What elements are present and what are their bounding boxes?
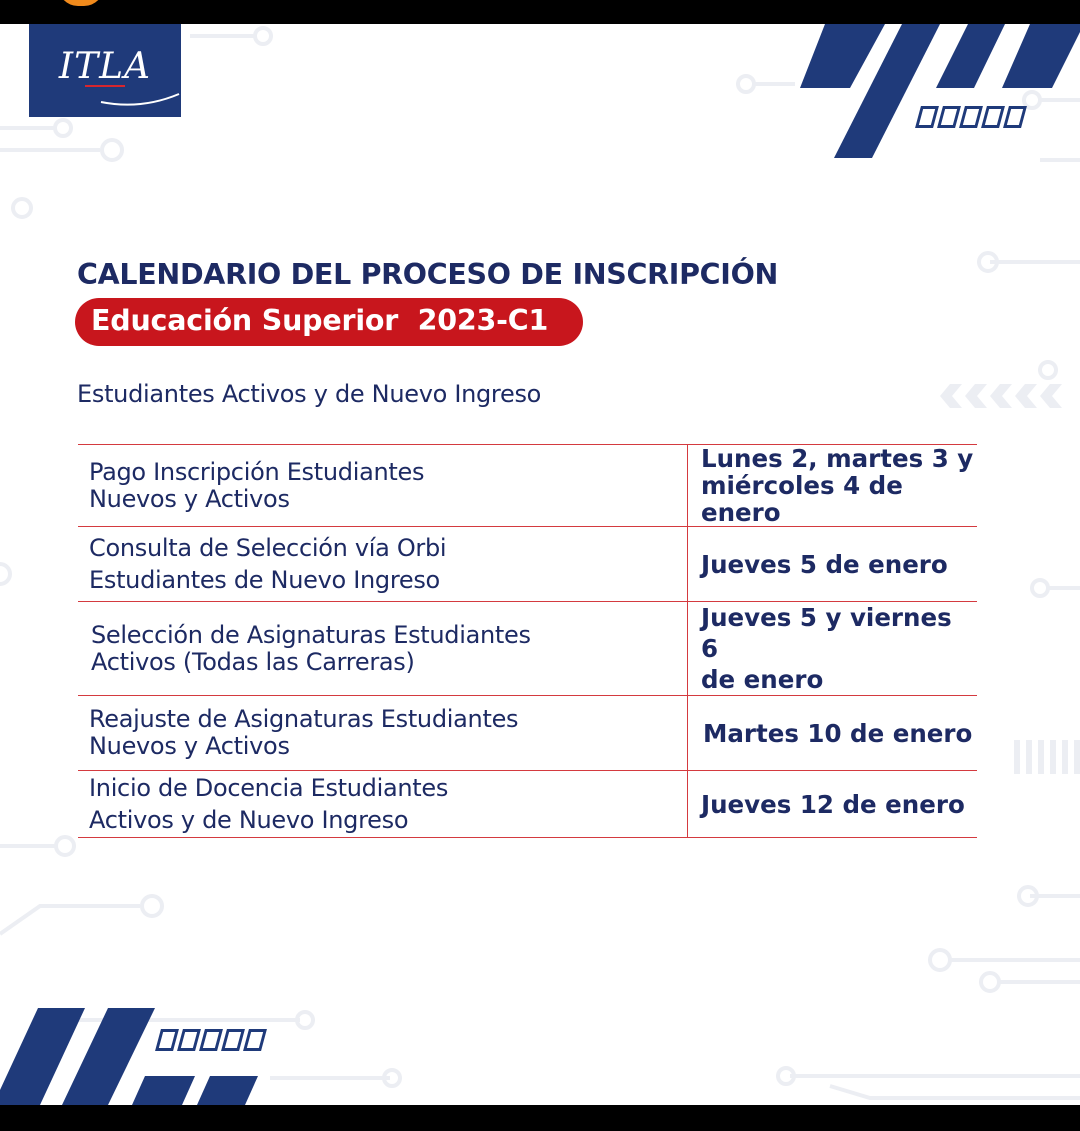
audience-subtitle: Estudiantes Activos y de Nuevo Ingreso (77, 380, 542, 408)
box-shape (177, 1029, 201, 1051)
date-cell (688, 602, 978, 696)
activity-line: Inicio de Docencia Estudiantes (89, 774, 449, 802)
box-shape (981, 106, 1005, 128)
box-shape (243, 1029, 267, 1051)
box-shape (1003, 106, 1027, 128)
table-row (78, 445, 977, 527)
box-shape (221, 1029, 245, 1051)
table-row (78, 696, 977, 771)
activity-line: Activos (Todas las Carreras) (91, 647, 415, 676)
activity-cell (78, 771, 688, 838)
date-line: Martes 10 de enero (703, 718, 973, 748)
bottom-stripes-decoration (0, 1000, 300, 1105)
box-shape (199, 1029, 223, 1051)
activity-cell (78, 696, 688, 771)
date-line: Jueves 5 de enero (701, 549, 948, 579)
activity-line: Selección de Asignaturas Estudiantes (91, 620, 531, 649)
program-badge: Educación Superior 2023-C1 (75, 298, 583, 346)
box-shape (959, 106, 983, 128)
box-shape (937, 106, 961, 128)
page-title: CALENDARIO DEL PROCESO DE INSCRIPCIÓN (77, 258, 779, 291)
activity-line: Nuevos y Activos (89, 732, 290, 760)
logo-text: ITLA (58, 46, 152, 87)
date-cell (688, 771, 978, 838)
date-line: Lunes 2, martes 3 y (701, 444, 974, 473)
date-line: Jueves 12 de enero (701, 789, 965, 819)
date-cell (688, 527, 978, 602)
schedule-table (78, 444, 977, 838)
activity-line: Nuevos y Activos (89, 484, 290, 513)
logo-swoosh-icon (81, 80, 183, 110)
top-boxes-decoration (918, 106, 1024, 128)
activity-cell (78, 445, 688, 527)
activity-line: Pago Inscripción Estudiantes (89, 457, 425, 486)
activity-cell (78, 602, 688, 696)
table-row (78, 602, 977, 696)
itla-logo (29, 24, 181, 117)
date-line: de enero (701, 665, 824, 694)
activity-line: Reajuste de Asignaturas Estudiantes (89, 705, 519, 733)
activity-line: Consulta de Selección vía Orbi (89, 534, 447, 562)
date-line: miércoles 4 de enero (701, 471, 903, 527)
activity-line: Estudiantes de Nuevo Ingreso (89, 566, 440, 594)
top-stripes-decoration (790, 24, 1080, 164)
activity-line: Activos y de Nuevo Ingreso (89, 806, 409, 834)
activity-cell (78, 527, 688, 602)
date-cell (688, 696, 978, 771)
table-row (78, 771, 977, 838)
bottom-boxes-decoration (158, 1029, 264, 1051)
box-shape (915, 106, 939, 128)
date-cell (688, 445, 978, 527)
date-line: Jueves 5 y viernes 6 (701, 603, 952, 663)
box-shape (155, 1029, 179, 1051)
table-row (78, 527, 977, 602)
bottom-bar (0, 1105, 1080, 1131)
